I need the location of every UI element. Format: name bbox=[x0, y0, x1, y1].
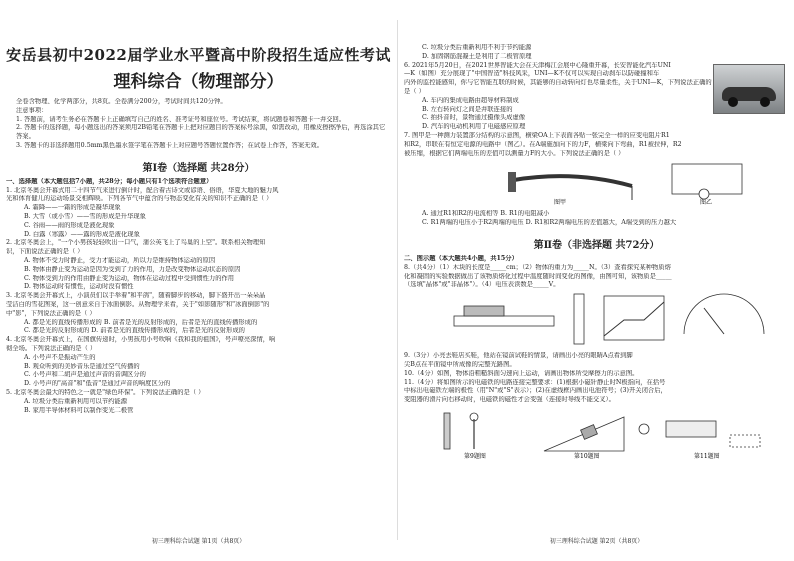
question-5-cont bbox=[404, 44, 789, 62]
notice-block bbox=[6, 98, 391, 151]
wood-block bbox=[464, 306, 504, 316]
q-line: 变阻器的滑片向右移动时，电磁铁的磁性才会变强（连接时导线不能交叉）。 bbox=[404, 396, 615, 404]
car-wheel bbox=[728, 97, 738, 107]
car-wheel bbox=[760, 97, 770, 107]
circuit-frame bbox=[672, 164, 742, 194]
question-10: 10.（4分）如图，物体沿粗糙斜面匀速向上运动，请画出物体所受摩擦力的示意图。 bbox=[404, 369, 639, 377]
q-option: C. 垃圾分类后重新利用不利于节约能源 bbox=[422, 44, 532, 51]
page-right bbox=[404, 0, 789, 561]
question-1 bbox=[6, 187, 391, 240]
q-option: A. 物体不受力时静止，受力才能运动，所以力是维持物体运动的原因 bbox=[24, 256, 216, 264]
q-line: 9.（3分）小亮去鞋店买鞋，他站在镜前试鞋的情景，请画出小亮的眼睛A点看到脚 bbox=[404, 352, 633, 360]
section1-heading: 一、选择题（本大题包括7小题，共28分；每小题只有1个选项符合题意） bbox=[6, 177, 213, 185]
electromagnet bbox=[666, 421, 716, 437]
q-option: A. 车内的集成电路由超导材料制成 bbox=[422, 96, 519, 104]
figure-7 bbox=[404, 158, 789, 206]
q-option: C. 谷雨——雨的形成是液化现象 bbox=[24, 221, 115, 229]
exam-subtitle: 理科综合（物理部分） bbox=[113, 72, 284, 92]
question-8 bbox=[404, 264, 789, 352]
part1-heading: 第Ⅰ卷（选择题 共28分） bbox=[142, 162, 255, 174]
q-option: D. 物体运动时有惯性，运动时没有惯性 bbox=[24, 283, 134, 291]
q-line: 3. 北京冬奥会开幕式上，小演员们以手举着"和平鸽"，随着脚步的移动，脚下盛开出一朵朵晶 bbox=[6, 292, 266, 300]
part2-heading: 第Ⅱ卷（非选择题 共72分） bbox=[533, 239, 660, 251]
q-option: B. 左右转向灯之间是并联连接的 bbox=[422, 105, 513, 113]
temperature-graph bbox=[604, 296, 664, 340]
question-9 bbox=[404, 352, 789, 370]
figures-9-11 bbox=[404, 405, 789, 459]
q-line: 中"影"，下列说法正确的是（ ） bbox=[6, 309, 96, 317]
car-photo bbox=[713, 64, 785, 114]
figure-8 bbox=[404, 290, 789, 348]
block-on-incline bbox=[581, 425, 598, 440]
q-line: 被压缩，根据它们两端电压的差值可以测量力F的大小。下列说法正确的是（ ） bbox=[404, 149, 625, 157]
beam-shape bbox=[514, 177, 632, 187]
q-line: 5. 北京冬奥会最大的特色之一就是"绿色环保"。下列说法正确的是（ ） bbox=[6, 388, 205, 396]
q-line: 莹洁白的雪花图案，这一创意来自于冰面倒影。从物理学来看，关于"如影随形"和"冰面倒影"的 bbox=[6, 300, 270, 308]
beam-support bbox=[508, 172, 516, 192]
question-5 bbox=[6, 389, 391, 415]
mirror bbox=[444, 413, 450, 449]
q-option: C. R1两端的电压小于R2两端的电压 D. R1和R2两端电压的差值越大，A端受到的压力越大 bbox=[422, 219, 677, 227]
temperature-curve bbox=[604, 302, 664, 336]
notice-line: 3. 答题卡的非选择题用0.5mm黑色墨水签字笔在答题卡上对应题号答题位置作答；在试卷上作答，答案无效。 bbox=[16, 141, 324, 149]
q-line: 光和体育健儿的运动场景交相辉映。下列各节气中蕴含的与物态变化有关的知识不正确的是（ ） bbox=[6, 195, 273, 203]
q-line: 11.（4分）将如图所示的电磁铁的电路连接完整要求：(1)根据小磁针静止时N极指向，在括号 bbox=[404, 378, 666, 386]
page-footer-right: 初三理科综合试题 第2页（共8页） bbox=[549, 538, 644, 545]
q-option: B. 家用半导体材料可以制作变光二极管 bbox=[24, 406, 134, 414]
q-option: A. 小号声不是振动产生的 bbox=[24, 353, 96, 361]
notice-line: 注意事项： bbox=[16, 106, 48, 114]
spring-scale bbox=[574, 294, 584, 344]
q-line: 7. 图甲是一种测力装置部分结构的示意图，横梁OA上下表面各贴一张完全一样的应变电阻片R1 bbox=[404, 131, 670, 139]
q-line: 化和凝固的实验数据做出了该物质熔化过程中温度随时间变化的图像，由图可知，该物质是_____ bbox=[404, 272, 672, 280]
q-option: A. 通过R1和R2的电流相等 B. R1的电阻减小 bbox=[422, 210, 550, 218]
q-line: （选填"晶体"或"非晶体"）。（4）电压表读数是_____V。 bbox=[404, 281, 560, 289]
q-option: A. 都是光的直线传播形成的 B. 前者是光的反射形成的，后者是光的直线传播形成的 bbox=[24, 318, 258, 326]
q-line: 内外的监控能感知，你与它智能互联的时候，其能够的自动转向灯也尽量柔性，关于UNI—K，下列说法正确的 bbox=[404, 79, 712, 87]
q-option: A. 垃圾分类后重新利用可以节约能源 bbox=[24, 397, 128, 405]
q-line: 是（ ） bbox=[404, 87, 425, 95]
q-option: B. 观众听到的美妙音乐是通过空气传播的 bbox=[24, 362, 140, 370]
q-option: D. 汽车的电动机利用了电磁感应原理 bbox=[422, 123, 526, 131]
question-6 bbox=[404, 62, 789, 132]
q-line: 6. 2021年5月20日，在2021世界智能大会在天津梅江会展中心隆重开幕，长安智能化汽车UNI bbox=[404, 61, 671, 69]
q-line: 1. 北京冬奥会开幕式用二十四节气来进行倒计时，配合着古诗文或谚语、俗语，华夏大地的魅力风 bbox=[6, 186, 279, 194]
q-line: 8.（共4分）（1）木块的长度是_____cm；（2）物体的重力为_____N。（3）查看探究某种物质熔 bbox=[404, 263, 671, 271]
page-footer-left: 初三理科综合试题 第1页（共8页） bbox=[151, 538, 246, 545]
q-option: D. 白露（寒露）——露的形成是液化现象 bbox=[24, 230, 140, 238]
q-line: 识，下面说法正确的是（ ） bbox=[6, 248, 84, 256]
notice-line: 2. 答题卡的选择题，每小题选出的答案须用2B铅笔在答题卡上把对应题目的答案标号涂黑，如需改动，用橡皮擦擦净后，再选涂其它答案。 bbox=[16, 124, 386, 141]
column-divider bbox=[397, 20, 398, 540]
question-4 bbox=[6, 336, 391, 389]
q-option: D. 小号声的"高音"和"低音"是通过声音的响度区分的 bbox=[24, 380, 171, 388]
q-line: —K（如图）充分展现了"中国智造"科技风采，UNI—K不仅可以实现自动刹车以防碰撞和车 bbox=[404, 70, 660, 78]
q-line: 和R2，串联在有恒定电源的电路中（图乙）。在A端施加向下的力F，横梁向下弯曲，R1被拉伸，R2 bbox=[404, 140, 682, 148]
q-option: B. 大雪（或小雪）——雪的形成是升华现象 bbox=[24, 212, 146, 220]
exam-title: 安岳县初中2022届学业水平暨高中阶段招生适应性考试 bbox=[6, 46, 391, 64]
notice-line: 全卷含物理、化学两部分，共8页。全卷满分200分，考试时间共120分钟。 bbox=[16, 98, 227, 105]
q-option: A. 霜降——一霜的形成是凝华现象 bbox=[24, 204, 121, 212]
q-option: D. 加固钢筋混凝土是利用了二极管原理 bbox=[422, 52, 532, 60]
ruler bbox=[454, 316, 554, 326]
notice-line: 1. 答题前，请考生务必在答题卡上正确填写自己的姓名、准考证号和座位号。考试结束，将试题卷和答题卡一并交回。 bbox=[16, 115, 346, 123]
figure-caption: 第11题图 bbox=[694, 452, 720, 459]
battery-box bbox=[730, 435, 760, 447]
voltmeter-dial bbox=[684, 294, 764, 334]
q-option: C. 都是光的反射形成的 D. 前者是光的直线传播形成的，后者是光的反射形成的 bbox=[24, 327, 245, 335]
page-left bbox=[6, 0, 391, 561]
question-2 bbox=[6, 239, 391, 292]
q-option: C. 物体受到力的作用由静止变为运动，物体在运动过程中受到惯性力的作用 bbox=[24, 274, 235, 282]
voltmeter-needle bbox=[704, 308, 724, 334]
figure-caption: 图甲 bbox=[554, 199, 567, 207]
meter-symbol bbox=[699, 189, 709, 199]
q-option: C. 拍抖音时，景物通过摄像头成虚像 bbox=[422, 114, 526, 122]
q-line: 尖B点在平面镜中所成像的完整光路图。 bbox=[404, 360, 516, 368]
q-option: B. 物体由静止变为运动是因为受到了力的作用，力是改变物体运动状态的原因 bbox=[24, 265, 241, 273]
compass-needle bbox=[639, 424, 649, 434]
figure-caption: 图乙 bbox=[700, 199, 713, 207]
question-3 bbox=[6, 292, 391, 336]
figure-caption: 第9题图 bbox=[464, 452, 486, 459]
q-line: 4. 北京冬奥会开幕式上，在国旗传递时，小男孩用小号吹响《我和我的祖国》，号声嘹亮深情，响 bbox=[6, 336, 276, 344]
q-line: 2. 北京冬奥会上，"一个小男孩轻轻吹出一口气，蒲公英飞上了鸟巢的上空"。联系相关物理知 bbox=[6, 239, 266, 247]
figure-caption: 第10题图 bbox=[574, 452, 600, 459]
question-11 bbox=[404, 379, 789, 405]
section2-heading: 二、图示题（本大题共4小题，共15分） bbox=[404, 254, 518, 262]
q-line: 彻全场。下列说法正确的是（ ） bbox=[6, 344, 97, 352]
q-line: 中标出电磁铁左端的极性（用"N"或"S"表示）；(2)在虚线框内画出电池符号；(3)开关闭合后， bbox=[404, 387, 667, 395]
q-option: C. 小号声和二胡声是通过声音的音调区分的 bbox=[24, 371, 146, 379]
question-7 bbox=[404, 132, 789, 228]
